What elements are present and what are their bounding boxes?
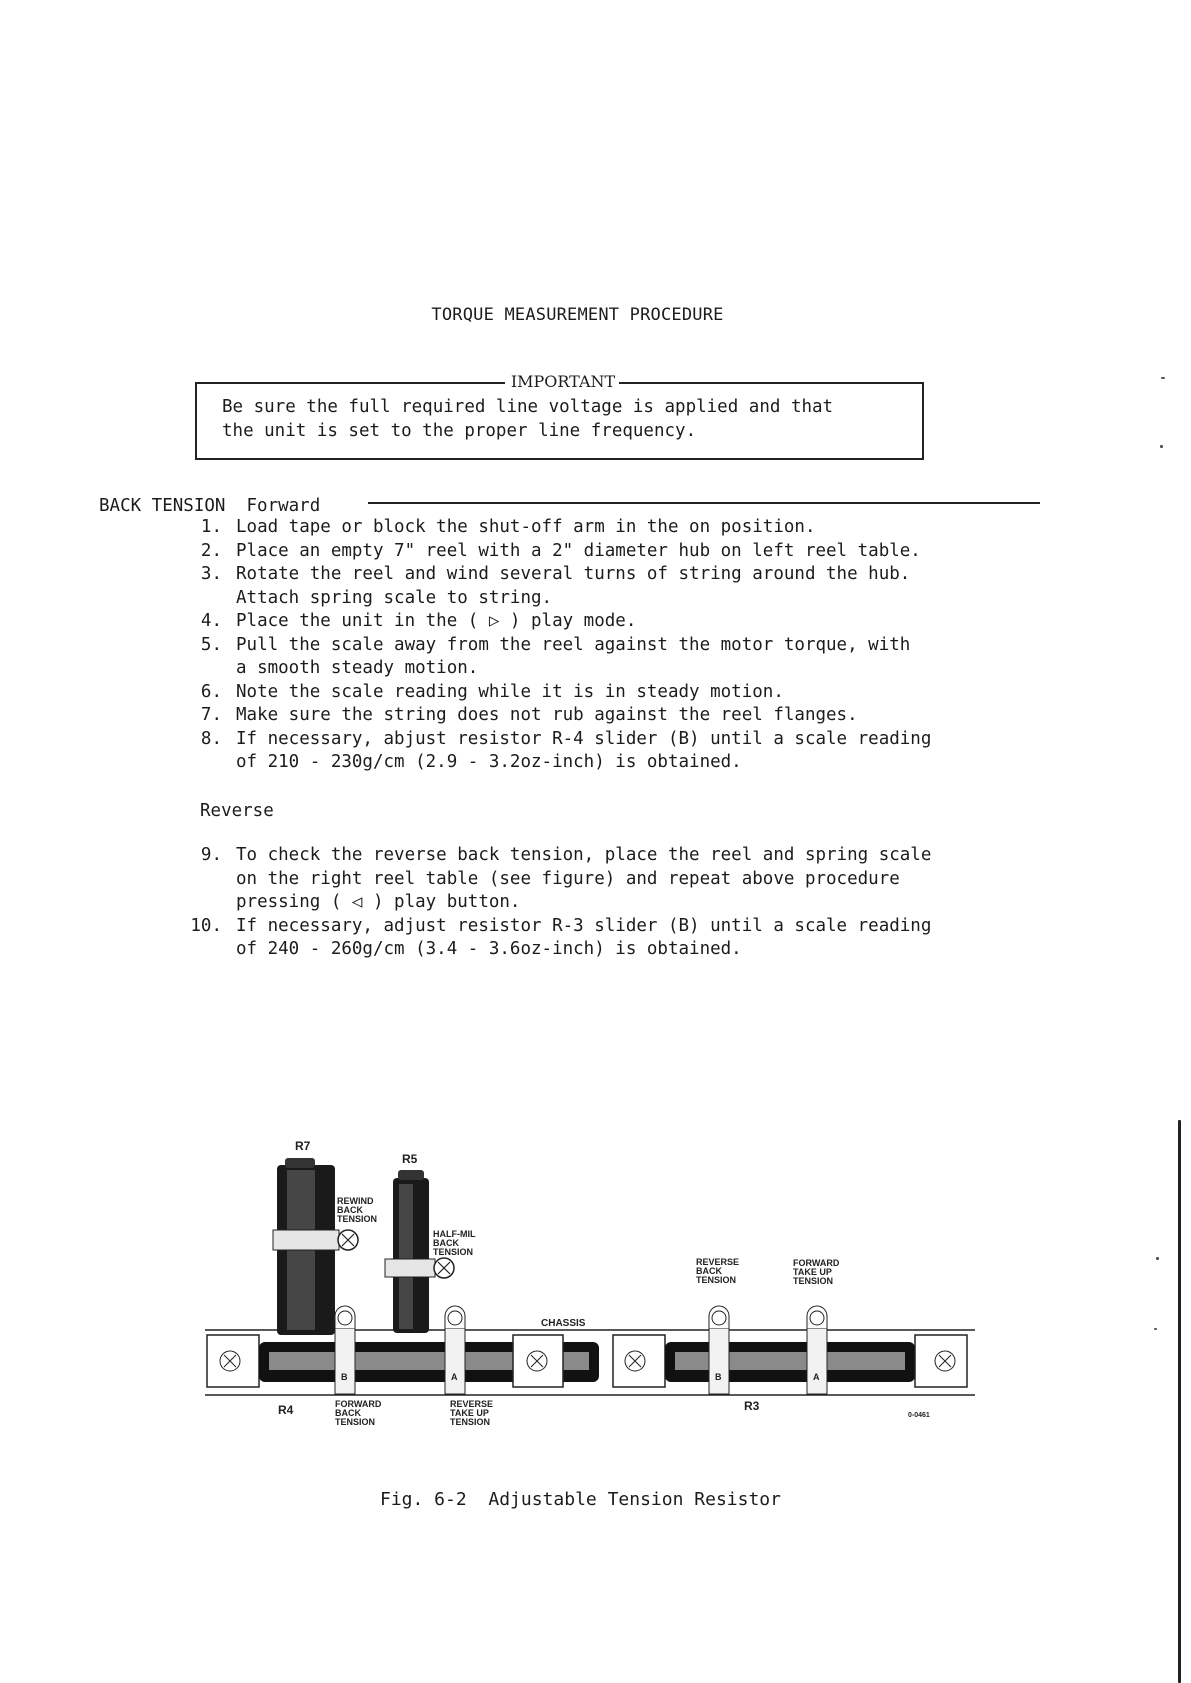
label-rewind-3: TENSION: [337, 1214, 378, 1224]
step-text-line: a smooth steady motion.: [236, 658, 479, 678]
label-forward-back-3: TENSION: [335, 1417, 376, 1427]
label-half-mil-3: TENSION: [433, 1247, 474, 1257]
box-top-rule-left: [195, 382, 505, 384]
scan-speck: [1160, 445, 1163, 448]
label-r3: R3: [744, 1399, 760, 1413]
step-text-line: on the right reel table (see figure) and repeat above procedure: [236, 868, 900, 889]
figure-code: 0-0461: [908, 1412, 930, 1419]
label-r7: R7: [295, 1139, 311, 1153]
important-label: IMPORTANT: [510, 372, 616, 391]
step-text-line: Make sure the string does not rub against the reel flanges.: [236, 705, 858, 725]
important-notice-box: [195, 372, 924, 460]
label-reverse-back-3: TENSION: [696, 1275, 737, 1285]
label-forward-back-2: BACK: [335, 1408, 361, 1418]
step-text-line: Pull the scale away from the reel against the motor torque, with: [236, 634, 911, 655]
resistor-diagram: [195, 1130, 995, 1460]
section-rule: [368, 502, 1040, 504]
label-forward-take-up-1: FORWARD: [793, 1258, 840, 1268]
slider-label-b-left: B: [341, 1372, 348, 1382]
step-number: 10.: [190, 915, 222, 936]
label-reverse-back-1: REVERSE: [696, 1257, 740, 1267]
page-title: TORQUE MEASUREMENT PROCEDURE: [431, 305, 724, 325]
slider-label-a-left: A: [451, 1372, 458, 1382]
step-number: 8.: [200, 728, 222, 749]
label-half-mil-1: HALF-MIL: [433, 1229, 476, 1239]
important-line-2: the unit is set to the proper line frequency.: [222, 421, 697, 441]
step-number: 7.: [200, 705, 222, 725]
step-text-line: If necessary, abjust resistor R-4 slider (B) until a scale reading: [236, 728, 932, 749]
label-rewind-1: REWIND: [337, 1196, 374, 1206]
label-r4: R4: [278, 1403, 294, 1417]
step-text-line: of 210 - 230g/cm (2.9 - 3.2oz-inch) is obtained.: [236, 752, 742, 772]
label-reverse-take-up-2: TAKE UP: [450, 1408, 489, 1418]
label-reverse-take-up-3: TENSION: [450, 1417, 491, 1427]
step-number: 6.: [200, 681, 222, 702]
label-forward-take-up-3: TENSION: [793, 1276, 834, 1286]
step-number: 4.: [200, 611, 222, 631]
step-number: 3.: [200, 564, 222, 584]
label-rewind-2: BACK: [337, 1205, 363, 1215]
scan-edge: [1178, 1120, 1181, 1683]
scan-speck: [1161, 377, 1165, 379]
step-number: 9.: [200, 845, 222, 865]
resistor-figure: [195, 1130, 995, 1460]
step-number: 5.: [200, 634, 222, 655]
slider-label-b-right: B: [715, 1372, 722, 1382]
step-text-line: If necessary, adjust resistor R-3 slider (B) until a scale reading: [236, 915, 932, 936]
step-text-line: Load tape or block the shut-off arm in the on position.: [236, 517, 816, 537]
scan-speck: [1154, 1328, 1157, 1330]
label-reverse-take-up-1: REVERSE: [450, 1399, 494, 1409]
step-text-line: Attach spring scale to string.: [236, 587, 553, 608]
step-text-line: Place the unit in the ( ▷ ) play mode.: [236, 611, 637, 631]
r3-resistor: [613, 1306, 967, 1394]
important-line-1: Be sure the full required line voltage is applied and that: [222, 397, 834, 417]
step-text-line: pressing ( ◁ ) play button.: [236, 892, 521, 912]
step-number: 1.: [200, 517, 222, 537]
step-number: 2.: [200, 540, 222, 561]
label-forward-back-1: FORWARD: [335, 1399, 382, 1409]
label-forward-take-up-2: TAKE UP: [793, 1267, 832, 1277]
step-text-line: Note the scale reading while it is in steady motion.: [236, 681, 784, 702]
label-r5: R5: [402, 1152, 418, 1166]
subheading-reverse: Reverse: [200, 801, 274, 821]
box-top-rule-right: [619, 382, 924, 384]
figure-caption: Fig. 6-2 Adjustable Tension Resistor: [380, 1489, 781, 1510]
label-half-mil-2: BACK: [433, 1238, 459, 1248]
label-chassis: CHASSIS: [541, 1318, 586, 1329]
label-reverse-back-2: BACK: [696, 1266, 722, 1276]
step-text-line: Place an empty 7" reel with a 2" diameter hub on left reel table.: [236, 540, 921, 561]
slider-label-a-right: A: [813, 1372, 820, 1382]
step-text-line: To check the reverse back tension, place the reel and spring scale: [236, 845, 932, 865]
step-text-line: of 240 - 260g/cm (3.4 - 3.6oz-inch) is obtained.: [236, 939, 742, 959]
step-text-line: Rotate the reel and wind several turns of string around the hub.: [236, 564, 911, 584]
section-heading-back-tension: BACK TENSION Forward: [99, 496, 321, 516]
scan-speck: [1156, 1257, 1159, 1260]
